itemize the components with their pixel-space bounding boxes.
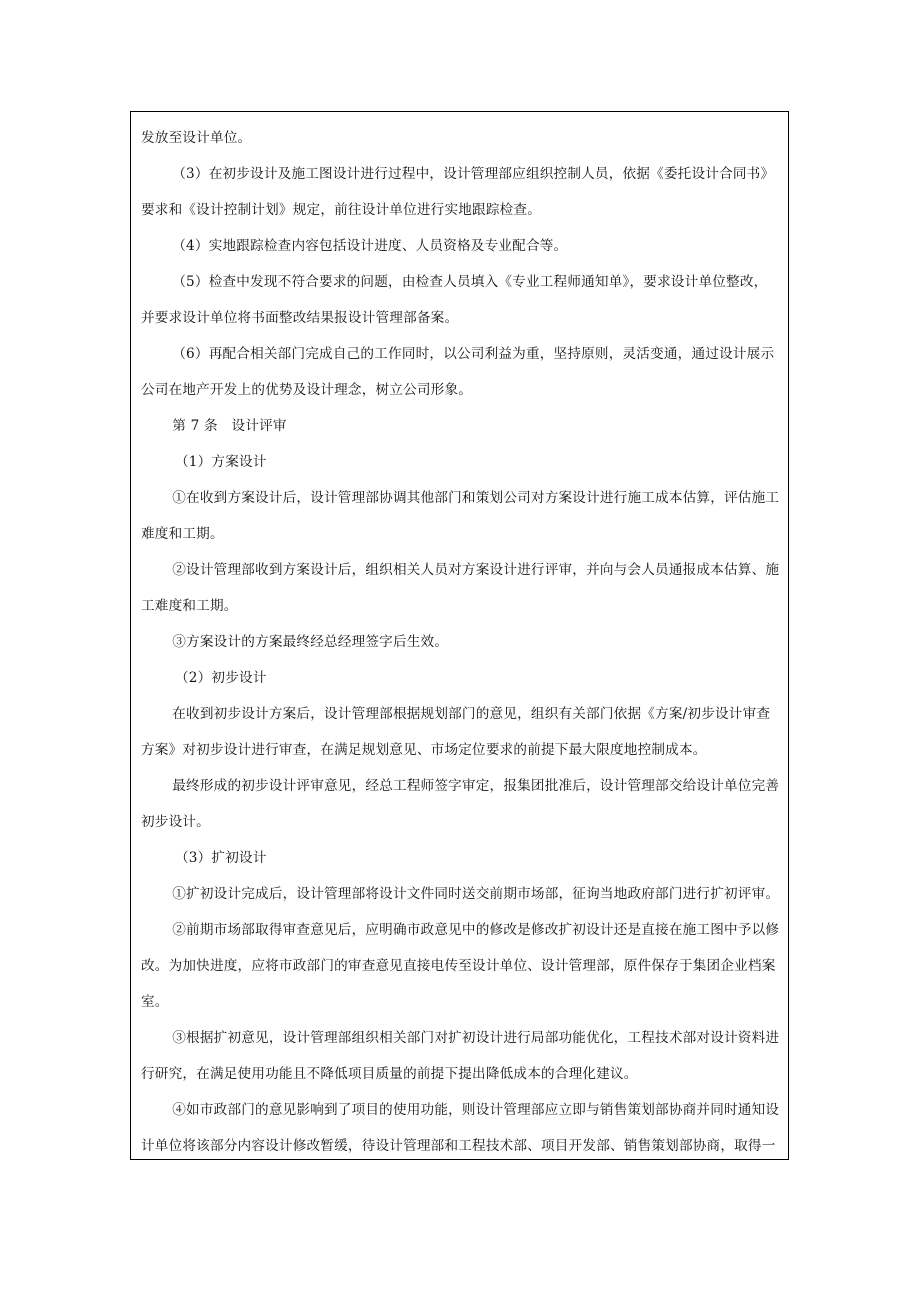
paragraph: ③根据扩初意见，设计管理部组织相关部门对扩初设计进行局部功能优化，工程技术部对设计资料进行研究，在满足使用功能且不降低项目质量的前提下提出降低成本的合理化建议。	[141, 1030, 780, 1082]
paragraph: （5）检查中发现不符合要求的问题，由检查人员填入《专业工程师通知单》，要求设计单位整改，并要求设计单位将书面整改结果报设计管理部备案。	[141, 274, 768, 326]
paragraph: 最终形成的初步设计评审意见，经总工程师签字审定，报集团批准后，设计管理部交给设计单位完善初步设计。	[141, 778, 780, 830]
paragraph: （4）实地跟踪检查内容包括设计进度、人员资格及专业配合等。	[172, 238, 568, 254]
paragraph: ④如市政部门的意见影响到了项目的使用功能，则设计管理部应立即与销售策划部协商并同时通知设计单位将该部分内容设计修改暂缓，待设计管理部和工程技术部、项目开发部、销售策划部协商，取得一	[141, 1102, 780, 1154]
subsection-heading: （2）初步设计	[175, 670, 267, 686]
paragraph: ①扩初设计完成后，设计管理部将设计文件同时送交前期市场部，征询当地政府部门进行扩初评审。	[172, 886, 780, 902]
subsection-heading: （1）方案设计	[175, 454, 267, 470]
document-frame	[130, 111, 789, 1160]
section-heading: 第 7 条 设计评审	[172, 418, 287, 434]
paragraph: 发放至设计单位。	[141, 130, 252, 146]
paragraph: ③方案设计的方案最终经总经理签字后生效。	[172, 634, 449, 650]
paragraph: ②设计管理部收到方案设计后，组织相关人员对方案设计进行评审，并向与会人员通报成本估算、施工难度和工期。	[141, 562, 780, 614]
paragraph: ②前期市场部取得审查意见后，应明确市政意见中的修改是修改扩初设计还是直接在施工图中予以修改。为加快进度，应将市政部门的审查意见直接电传至设计单位、设计管理部，原件保存于集团企业档案室。	[141, 922, 780, 1010]
document-body	[141, 120, 781, 1160]
paragraph: （6）再配合相关部门完成自己的工作同时，以公司利益为重，坚持原则，灵活变通，通过设计展示公司在地产开发上的优势及设计理念，树立公司形象。	[141, 346, 775, 398]
paragraph: ①在收到方案设计后，设计管理部协调其他部门和策划公司对方案设计进行施工成本估算，评估施工难度和工期。	[141, 490, 780, 542]
subsection-heading: （3）扩初设计	[175, 850, 267, 866]
paragraph: （3）在初步设计及施工图设计进行过程中，设计管理部应组织控制人员，依据《委托设计合同书》要求和《设计控制计划》规定，前往设计单位进行实地跟踪检查。	[141, 166, 775, 218]
paragraph: 在收到初步设计方案后，设计管理部根据规划部门的意见，组织有关部门依据《方案/初步设计审查方案》对初步设计进行审查，在满足规划意见、市场定位要求的前提下最大限度地控制成本。	[141, 706, 771, 758]
